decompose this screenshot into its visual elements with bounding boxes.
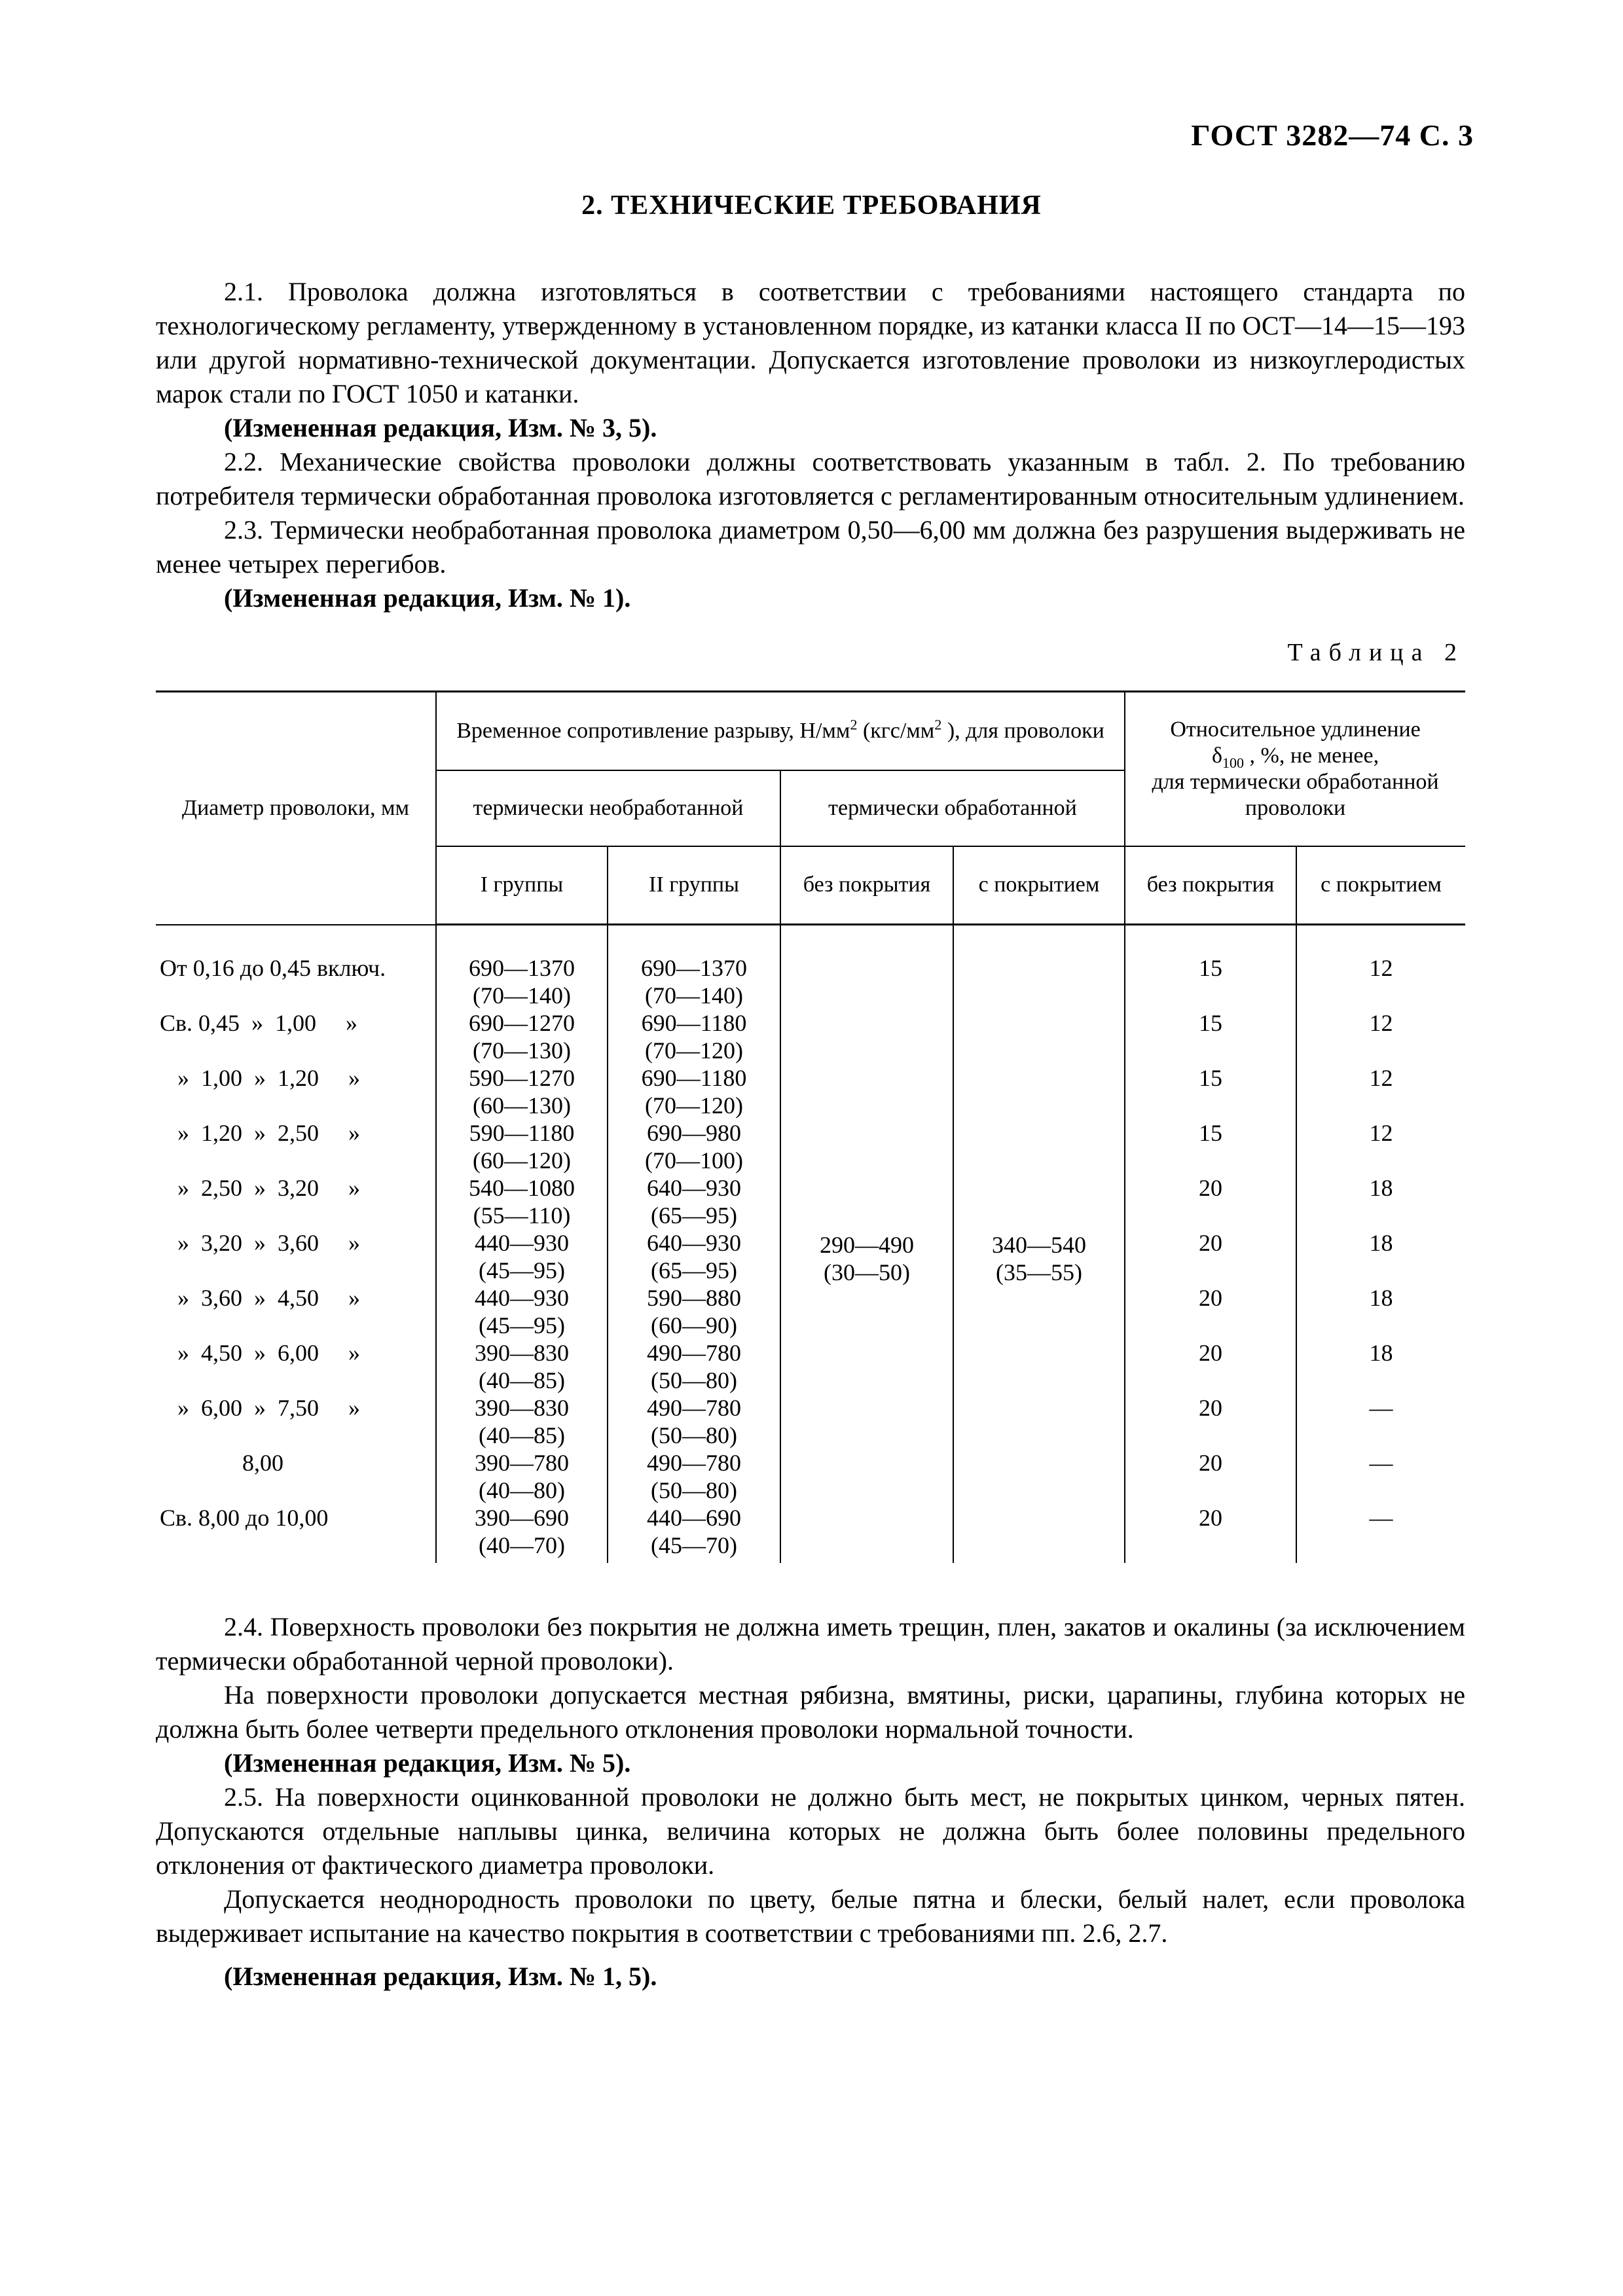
cell-untreated-group-2: 690—1180 (70—120) bbox=[608, 1009, 780, 1064]
cell-diameter: 8,00 bbox=[156, 1449, 436, 1504]
cell-untreated-group-1: 590—1270 (60—130) bbox=[436, 1064, 608, 1119]
cell-diameter: » 4,50 » 6,00 » bbox=[156, 1339, 436, 1394]
text-block-top bbox=[156, 275, 1465, 615]
cell-treated-with-coating: 340—540 (35—55) bbox=[953, 925, 1125, 1564]
page-header: ГОСТ 3282—74 С. 3 bbox=[1191, 118, 1474, 152]
cell-diameter: » 3,60 » 4,50 » bbox=[156, 1284, 436, 1339]
paragraph-2-4-note: На поверхности проволоки допускается местная рябизна, вмятины, риски, царапины, глубина которых не должна быть более четверти предельного отклонения проволоки нормальной точности. bbox=[156, 1680, 1465, 1744]
cell-elongation-with-coating: 18 bbox=[1296, 1284, 1465, 1339]
cell-diameter: » 1,00 » 1,20 » bbox=[156, 1064, 436, 1119]
text-block-bottom bbox=[156, 1610, 1465, 1994]
header-group-2: II группы bbox=[608, 846, 780, 925]
mechanical-properties-table bbox=[156, 691, 1465, 1563]
cell-untreated-group-2: 490—780 (50—80) bbox=[608, 1449, 780, 1504]
cell-untreated-group-2: 640—930 (65—95) bbox=[608, 1174, 780, 1229]
cell-elongation-with-coating: 18 bbox=[1296, 1229, 1465, 1284]
header-with-coating: с покрытием bbox=[953, 846, 1125, 925]
cell-elongation-with-coating: 18 bbox=[1296, 1339, 1465, 1394]
cell-elongation-no-coating: 20 bbox=[1125, 1284, 1296, 1339]
header-no-coating: без покрытия bbox=[780, 846, 953, 925]
cell-elongation-no-coating: 15 bbox=[1125, 1009, 1296, 1064]
cell-diameter: » 2,50 » 3,20 » bbox=[156, 1174, 436, 1229]
header-untreated: термически необработанной bbox=[436, 770, 780, 846]
cell-untreated-group-1: 390—830 (40—85) bbox=[436, 1339, 608, 1394]
amendment-note: (Измененная редакция, Изм. № 1, 5). bbox=[224, 1962, 657, 1991]
cell-elongation-with-coating: — bbox=[1296, 1449, 1465, 1504]
cell-diameter: Св. 0,45 » 1,00 » bbox=[156, 1009, 436, 1064]
header-group-1: I группы bbox=[436, 846, 608, 925]
paragraph-2-3: 2.3. Термически необработанная проволока диаметром 0,50—6,00 мм должна без разрушения выдерживать не менее четырех перегибов. bbox=[156, 515, 1465, 579]
table-container bbox=[156, 691, 1465, 1563]
cell-untreated-group-2: 640—930 (65—95) bbox=[608, 1229, 780, 1284]
cell-treated-no-coating: 290—490 (30—50) bbox=[780, 925, 953, 1564]
header-tensile-strength: Временное сопротивление разрыву, $Н/мм^2$ ($кгс/мм^2$ ), для проволоки bbox=[436, 692, 1125, 770]
paragraph-2-5: 2.5. На поверхности оцинкованной проволоки не должно быть мест, не покрытых цинком, черных пятен. Допускаются отдельные наплывы цинка, величина которых не должна быть более половины предельного отклонения от фактического диаметра проволоки. bbox=[156, 1782, 1465, 1880]
section-title: 2. ТЕХНИЧЕСКИЕ ТРЕБОВАНИЯ bbox=[581, 190, 1042, 221]
cell-untreated-group-1: 390—780 (40—80) bbox=[436, 1449, 608, 1504]
cell-diameter: » 6,00 » 7,50 » bbox=[156, 1394, 436, 1449]
header-elong-with-coating: с покрытием bbox=[1296, 846, 1465, 925]
cell-untreated-group-1: 390—690 (40—70) bbox=[436, 1504, 608, 1563]
cell-untreated-group-2: 440—690 (45—70) bbox=[608, 1504, 780, 1563]
cell-untreated-group-1: 590—1180 (60—120) bbox=[436, 1119, 608, 1174]
paragraph-2-4: 2.4. Поверхность проволоки без покрытия не должна иметь трещин, плен, закатов и окалины (за исключением термически обработанной черной проволоки). bbox=[156, 1612, 1465, 1676]
table-caption: Таблица 2 bbox=[1287, 639, 1465, 666]
cell-diameter: » 3,20 » 3,60 » bbox=[156, 1229, 436, 1284]
cell-untreated-group-2: 490—780 (50—80) bbox=[608, 1339, 780, 1394]
cell-untreated-group-2: 490—780 (50—80) bbox=[608, 1394, 780, 1449]
cell-untreated-group-2: 690—1370 (70—140) bbox=[608, 925, 780, 1010]
cell-untreated-group-1: 440—930 (45—95) bbox=[436, 1229, 608, 1284]
cell-untreated-group-1: 540—1080 (55—110) bbox=[436, 1174, 608, 1229]
cell-elongation-with-coating: 12 bbox=[1296, 925, 1465, 1010]
header-elongation: Относительное удлинение $\delta_{100}$ , %, не менее, для термически обработанной проволоки bbox=[1125, 692, 1465, 846]
table-body bbox=[156, 925, 1465, 1564]
header-elong-no-coating: без покрытия bbox=[1125, 846, 1296, 925]
cell-elongation-with-coating: 12 bbox=[1296, 1064, 1465, 1119]
cell-elongation-no-coating: 15 bbox=[1125, 1119, 1296, 1174]
amendment-note: (Измененная редакция, Изм. № 1). bbox=[224, 583, 631, 613]
cell-untreated-group-2: 690—1180 (70—120) bbox=[608, 1064, 780, 1119]
cell-untreated-group-1: 690—1270 (70—130) bbox=[436, 1009, 608, 1064]
cell-untreated-group-1: 690—1370 (70—140) bbox=[436, 925, 608, 1010]
header-diameter: Диаметр проволоки, мм bbox=[156, 692, 436, 925]
cell-elongation-with-coating: 18 bbox=[1296, 1174, 1465, 1229]
cell-diameter: Св. 8,00 до 10,00 bbox=[156, 1504, 436, 1563]
cell-untreated-group-2: 690—980 (70—100) bbox=[608, 1119, 780, 1174]
cell-untreated-group-1: 390—830 (40—85) bbox=[436, 1394, 608, 1449]
amendment-note: (Измененная редакция, Изм. № 5). bbox=[224, 1748, 631, 1778]
cell-elongation-no-coating: 20 bbox=[1125, 1504, 1296, 1563]
paragraph-2-5-note: Допускается неоднородность проволоки по цвету, белые пятна и блески, белый налет, если проволока выдерживает испытание на качество покрытия в соответствии с требованиями пп. 2.6, 2.7. bbox=[156, 1884, 1465, 1948]
cell-diameter: » 1,20 » 2,50 » bbox=[156, 1119, 436, 1174]
cell-elongation-with-coating: 12 bbox=[1296, 1009, 1465, 1064]
cell-elongation-no-coating: 20 bbox=[1125, 1394, 1296, 1449]
table-row bbox=[156, 925, 1465, 1010]
cell-untreated-group-2: 590—880 (60—90) bbox=[608, 1284, 780, 1339]
cell-elongation-with-coating: 12 bbox=[1296, 1119, 1465, 1174]
cell-diameter: От 0,16 до 0,45 включ. bbox=[156, 925, 436, 1010]
cell-untreated-group-1: 440—930 (45—95) bbox=[436, 1284, 608, 1339]
cell-elongation-no-coating: 20 bbox=[1125, 1339, 1296, 1394]
paragraph-2-2: 2.2. Механические свойства проволоки должны соответствовать указанным в табл. 2. По требованию потребителя термически обработанная проволока изготовляется с регламентированным относительным удлинением. bbox=[156, 447, 1465, 511]
cell-elongation-with-coating: — bbox=[1296, 1394, 1465, 1449]
cell-elongation-no-coating: 15 bbox=[1125, 1064, 1296, 1119]
cell-elongation-with-coating: — bbox=[1296, 1504, 1465, 1563]
cell-elongation-no-coating: 20 bbox=[1125, 1229, 1296, 1284]
cell-elongation-no-coating: 15 bbox=[1125, 925, 1296, 1010]
cell-elongation-no-coating: 20 bbox=[1125, 1174, 1296, 1229]
cell-elongation-no-coating: 20 bbox=[1125, 1449, 1296, 1504]
paragraph-2-1: 2.1. Проволока должна изготовляться в соответствии с требованиями настоящего стандарта по технологическому регламенту, утвержденному в установленном порядке, из катанки класса II по ОСТ—14—15—193 или другой нормативно-технической документации. Допускается изготовление проволоки из низкоуглеродистых марок стали по ГОСТ 1050 и катанки. bbox=[156, 277, 1465, 408]
header-treated: термически обработанной bbox=[780, 770, 1125, 846]
amendment-note: (Измененная редакция, Изм. № 3, 5). bbox=[224, 413, 657, 442]
